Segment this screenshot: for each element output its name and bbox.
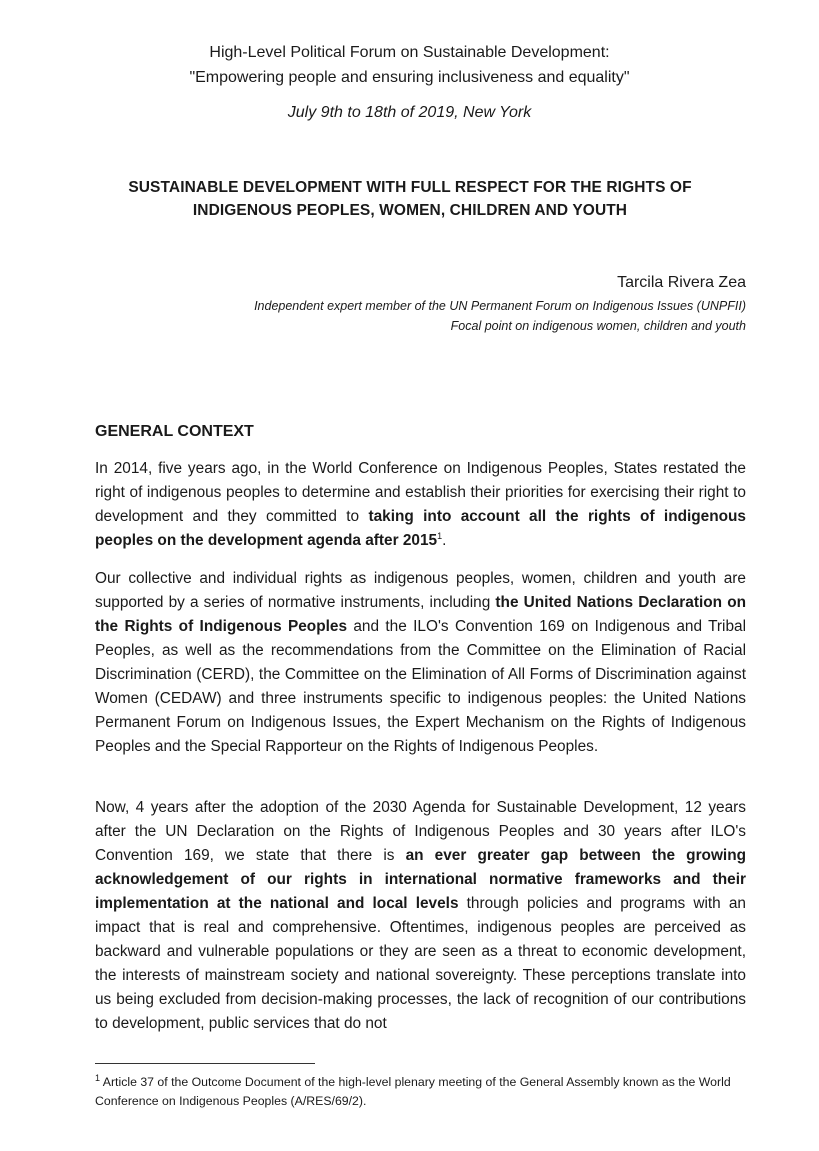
- forum-title: High-Level Political Forum on Sustainable Development:: [209, 44, 610, 61]
- title-line-2: INDIGENOUS PEOPLES, WOMEN, CHILDREN AND YOUTH: [192, 202, 628, 219]
- author-name: Tarcila Rivera Zea: [617, 274, 746, 291]
- p1-text-1: In 2014, five years ago, in the World Conference on Indigenous Peoples, States restated the right of indigenous peoples to determine and establish their priorities for exercising their right to development and they committed to: [95, 460, 746, 525]
- footnote-ref-1[interactable]: 1: [437, 530, 443, 541]
- document-title: [95, 176, 725, 222]
- p3-bold-1: an ever greater gap between the growing acknowledgement of our rights in international normative frameworks and their implementation at the national and local levels: [95, 847, 747, 912]
- p2-text-1: Our collective and individual rights as indigenous peoples, women, children and youth are supported by a series of normative instruments, including: [95, 570, 746, 611]
- footnote: [95, 1073, 750, 1111]
- event-dates: July 9th to 18th of 2019, New York: [287, 104, 532, 121]
- footnote-text: Article 37 of the Outcome Document of the high-level plenary meeting of the General Assembly known as the World Conference on Indigenous Peoples (A/RES/69/2).: [95, 1075, 731, 1108]
- paragraph-2: [95, 567, 746, 759]
- section-heading: GENERAL CONTEXT: [95, 423, 254, 440]
- paragraph-1: [95, 457, 746, 553]
- paragraph-3: [95, 796, 746, 1036]
- forum-theme: "Empowering people and ensuring inclusiveness and equality": [189, 69, 630, 86]
- title-line-1: SUSTAINABLE DEVELOPMENT WITH FULL RESPECT FOR THE RIGHTS OF: [128, 179, 692, 196]
- p2-text-2: and the ILO's Convention 169 on Indigenous and Tribal Peoples, as well as the recommendations from the Committee on the Elimination of Racial Discrimination (CERD), the Committee on the Elimination of All Forms of Discrimination against Women (CEDAW) and three instruments specific to indigenous peoples: the United Nations Permanent Forum on Indigenous Issues, the Expert Mechanism on the Rights of Indigenous Peoples and the Special Rapporteur on the Rights of Indigenous Peoples.: [95, 618, 746, 755]
- author-role-1: Independent expert member of the UN Permanent Forum on Indigenous Issues (UNPFII): [254, 299, 746, 313]
- author-role-2: Focal point on indigenous women, children and youth: [450, 319, 746, 333]
- footnote-divider: [95, 1063, 315, 1064]
- footnote-number: 1: [95, 1072, 101, 1083]
- p3-text-2: through policies and programs with an impact that is real and comprehensive. Oftentimes, indigenous peoples are perceived as backward and vulnerable populations or they are seen as a threat to economic development, the interests of mainstream society and national sovereignty. These perceptions translate into us being excluded from decision-making processes, the lack of recognition of our contributions to development, public services that do not: [95, 895, 746, 1032]
- p2-bold-1: the United Nations Declaration on the Rights of Indigenous Peoples: [95, 594, 746, 635]
- p1-text-2: .: [442, 532, 447, 549]
- p3-text-1: Now, 4 years after the adoption of the 2030 Agenda for Sustainable Development, 12 years after the UN Declaration on the Rights of Indigenous Peoples and 30 years after ILO's Convention 169, we state that there is: [95, 799, 746, 864]
- p1-bold-1: taking into account all the rights of indigenous peoples on the development agenda after 2015: [95, 508, 746, 549]
